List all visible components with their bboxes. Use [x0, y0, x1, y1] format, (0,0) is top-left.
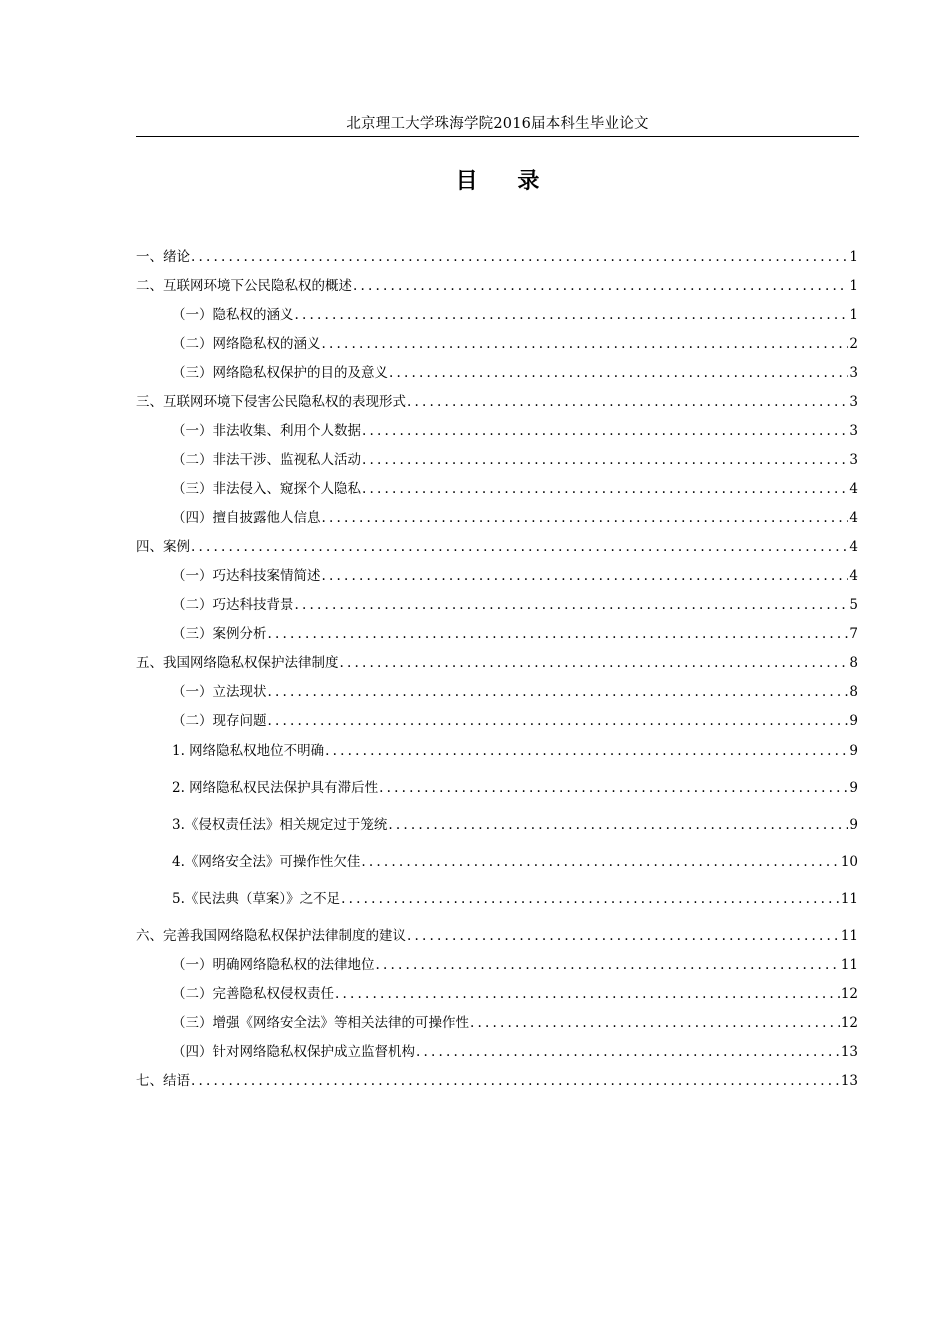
dot-leader	[388, 815, 848, 835]
toc-entry[interactable]	[136, 392, 858, 412]
toc-entry-label: （三）案例分析	[172, 626, 267, 642]
header-divider	[136, 136, 859, 137]
toc-entry-page: 4	[849, 481, 858, 497]
dot-leader	[470, 1013, 840, 1033]
toc-title: 目 录	[455, 169, 556, 194]
toc-entry-page: 9	[849, 743, 858, 759]
toc-entry-label: 2. 网络隐私权民法保护具有滞后性	[172, 780, 379, 796]
dot-leader	[407, 926, 840, 946]
toc-entry-page: 3	[849, 365, 858, 381]
dot-leader	[353, 276, 848, 296]
toc-entry[interactable]	[172, 363, 858, 383]
dot-leader	[268, 624, 849, 644]
toc-entry-label: 三、互联网环境下侵害公民隐私权的表现形式	[136, 394, 406, 410]
dot-leader	[191, 1071, 840, 1091]
dot-leader	[341, 889, 840, 909]
toc-entry-label: 四、案例	[136, 539, 190, 555]
dot-leader	[361, 852, 839, 872]
toc-entry[interactable]	[172, 852, 858, 872]
toc-entry-page: 9	[849, 713, 858, 729]
toc-entry-label: 六、完善我国网络隐私权保护法律制度的建议	[136, 928, 406, 944]
toc-entry-label: 4.《网络安全法》可操作性欠佳	[172, 854, 361, 870]
dot-leader	[389, 363, 848, 383]
toc-entry-page: 2	[849, 336, 858, 352]
toc-entry-page: 8	[849, 684, 858, 700]
toc-entry-page: 4	[849, 568, 858, 584]
toc-entry[interactable]	[136, 1071, 858, 1091]
toc-entry-label: 3.《侵权责任法》相关规定过于笼统	[172, 817, 388, 833]
toc-entry[interactable]	[172, 1013, 858, 1033]
toc-entry-label: （二）现存问题	[172, 713, 267, 729]
toc-entry[interactable]	[172, 595, 858, 615]
toc-entry[interactable]	[172, 508, 858, 528]
dot-leader	[322, 566, 849, 586]
toc-entry-page: 1	[849, 278, 858, 294]
toc-entry-label: （一）隐私权的涵义	[172, 307, 294, 323]
toc-entry-label: 5.《民法典（草案）》之不足	[172, 891, 341, 907]
toc-entry-page: 13	[840, 1073, 858, 1089]
toc-entry[interactable]	[172, 741, 858, 761]
toc-entry-label: 五、我国网络隐私权保护法律制度	[136, 655, 339, 671]
toc-entry-page: 12	[840, 986, 858, 1002]
toc-entry-page: 3	[849, 452, 858, 468]
dot-leader	[295, 595, 849, 615]
toc-entry[interactable]	[172, 566, 858, 586]
toc-entry-page: 11	[840, 891, 858, 907]
toc-entry-page: 13	[840, 1044, 858, 1060]
toc-entry[interactable]	[172, 334, 858, 354]
toc-entry-label: 一、绪论	[136, 249, 190, 265]
toc-entry-page: 1	[849, 249, 858, 265]
toc-entry[interactable]	[172, 815, 858, 835]
toc-entry-label: （二）完善隐私权侵权责任	[172, 986, 334, 1002]
dot-leader	[335, 984, 840, 1004]
page-header: 北京理工大学珠海学院2016届本科生毕业论文	[346, 116, 649, 132]
toc-entry[interactable]	[172, 305, 858, 325]
toc-entry-page: 10	[840, 854, 858, 870]
toc-entry-label: （四）擅自披露他人信息	[172, 510, 321, 526]
toc-entry[interactable]	[136, 653, 858, 673]
dot-leader	[268, 682, 849, 702]
toc-entry-page: 7	[849, 626, 858, 642]
toc-entry-label: 七、结语	[136, 1073, 190, 1089]
toc-entry[interactable]	[172, 1042, 858, 1062]
dot-leader	[191, 247, 848, 267]
toc-entry-label: （三）增强《网络安全法》等相关法律的可操作性	[172, 1015, 469, 1031]
toc-entry-page: 5	[849, 597, 858, 613]
toc-entry-page: 8	[849, 655, 858, 671]
toc-entry-label: （二）巧达科技背景	[172, 597, 294, 613]
dot-leader	[322, 334, 849, 354]
toc-entry[interactable]	[136, 247, 858, 267]
dot-leader	[362, 450, 848, 470]
toc-entry[interactable]	[136, 926, 858, 946]
dot-leader	[295, 305, 849, 325]
toc-entry-page: 9	[849, 780, 858, 796]
toc-entry-label: 二、互联网环境下公民隐私权的概述	[136, 278, 352, 294]
toc-entry[interactable]	[172, 889, 858, 909]
toc-entry-page: 3	[849, 394, 858, 410]
toc-entry[interactable]	[172, 711, 858, 731]
dot-leader	[362, 421, 848, 441]
toc-entry[interactable]	[172, 984, 858, 1004]
toc-entry-label: （一）立法现状	[172, 684, 267, 700]
toc-entry[interactable]	[172, 624, 858, 644]
toc-entry-label: 1. 网络隐私权地位不明确	[172, 743, 325, 759]
toc-entry[interactable]	[172, 479, 858, 499]
dot-leader	[376, 955, 840, 975]
toc-entry[interactable]	[172, 778, 858, 798]
toc-entry[interactable]	[172, 421, 858, 441]
dot-leader	[379, 778, 848, 798]
toc-entry-label: （二）非法干涉、监视私人活动	[172, 452, 361, 468]
dot-leader	[416, 1042, 840, 1062]
toc-entry[interactable]	[136, 276, 858, 296]
toc-entry-page: 11	[840, 928, 858, 944]
toc-entry-label: （四）针对网络隐私权保护成立监督机构	[172, 1044, 415, 1060]
toc-entry[interactable]	[172, 450, 858, 470]
toc-entry-page: 11	[840, 957, 858, 973]
dot-leader	[325, 741, 848, 761]
toc-entry-label: （三）非法侵入、窥探个人隐私	[172, 481, 361, 497]
dot-leader	[340, 653, 849, 673]
toc-entry-page: 4	[849, 510, 858, 526]
dot-leader	[191, 537, 848, 557]
dot-leader	[268, 711, 849, 731]
toc-entry-page: 3	[849, 423, 858, 439]
toc-entry-label: （一）巧达科技案情简述	[172, 568, 321, 584]
toc-entry-label: （一）明确网络隐私权的法律地位	[172, 957, 375, 973]
toc-entry[interactable]	[172, 682, 858, 702]
toc-entry-label: （三）网络隐私权保护的目的及意义	[172, 365, 388, 381]
dot-leader	[322, 508, 849, 528]
toc-entry-page: 1	[849, 307, 858, 323]
toc-entry-page: 4	[849, 539, 858, 555]
toc-entry-page: 9	[849, 817, 858, 833]
toc-entry-page: 12	[840, 1015, 858, 1031]
toc-entry[interactable]	[136, 537, 858, 557]
toc-entry-label: （二）网络隐私权的涵义	[172, 336, 321, 352]
dot-leader	[362, 479, 848, 499]
toc-entry[interactable]	[172, 955, 858, 975]
toc-entry-label: （一）非法收集、利用个人数据	[172, 423, 361, 439]
dot-leader	[407, 392, 848, 412]
